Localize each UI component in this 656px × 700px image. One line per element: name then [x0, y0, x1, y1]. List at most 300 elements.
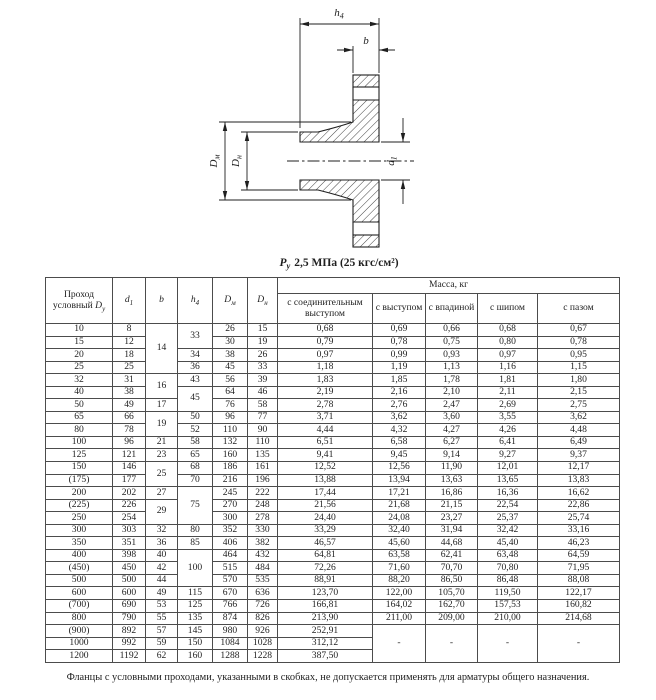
col-header-dn: $D_н$	[248, 278, 278, 324]
table-cell: 2,10	[426, 386, 478, 399]
table-cell: 45	[178, 386, 213, 411]
table-row	[46, 512, 620, 525]
table-cell: 2,69	[478, 399, 538, 412]
table-row	[46, 625, 620, 638]
table-cell: 450	[113, 562, 146, 575]
table-cell: 1,13	[426, 361, 478, 374]
table-cell: 71,60	[373, 562, 426, 575]
table-cell: 2,15	[538, 386, 620, 399]
table-cell: 52	[178, 424, 213, 437]
table-cell: 122,00	[373, 587, 426, 600]
table-cell: 86,48	[478, 574, 538, 587]
table-cell: 690	[113, 600, 146, 613]
table-cell: 0,99	[373, 349, 426, 362]
table-cell: 25,74	[538, 512, 620, 525]
table-cell: 80	[46, 424, 113, 437]
table-cell: 0,68	[478, 324, 538, 337]
table-cell: 78	[113, 424, 146, 437]
table-cell: 50	[46, 399, 113, 412]
table-cell: 33,16	[538, 524, 620, 537]
table-cell: 726	[248, 600, 278, 613]
table-cell: 406	[213, 537, 248, 550]
table-cell: 216	[213, 474, 248, 487]
table-cell: 65	[178, 449, 213, 462]
table-cell: 0,97	[478, 349, 538, 362]
table-cell: 38	[213, 349, 248, 362]
table-cell: 49	[113, 399, 146, 412]
table-cell: 2,16	[373, 386, 426, 399]
table-cell: 6,49	[538, 436, 620, 449]
label-b: b	[363, 35, 369, 47]
table-cell: 0,66	[426, 324, 478, 337]
table-cell: 150	[178, 637, 213, 650]
table-cell: 135	[178, 612, 213, 625]
table-cell: 350	[46, 537, 113, 550]
table-cell: 3,60	[426, 411, 478, 424]
table-cell: 202	[113, 487, 146, 500]
table-cell: 122,17	[538, 587, 620, 600]
table-cell: 210,00	[478, 612, 538, 625]
table-cell: -	[538, 625, 620, 663]
table-cell: 432	[248, 549, 278, 562]
table-cell: 62,41	[426, 549, 478, 562]
table-cell: 162,70	[426, 600, 478, 613]
table-cell: 21,15	[426, 499, 478, 512]
table-cell: 21,68	[373, 499, 426, 512]
table-cell: 17	[146, 399, 178, 412]
table-cell: 15	[46, 336, 113, 349]
col-header-mass-connecting: с соединительным выступом	[278, 294, 373, 324]
table-cell: 161	[248, 462, 278, 475]
table-row	[46, 449, 620, 462]
table-cell: 100	[178, 549, 213, 587]
table-cell: 22,86	[538, 499, 620, 512]
table-cell: 75	[178, 487, 213, 525]
table-cell: (225)	[46, 499, 113, 512]
table-cell: 96	[113, 436, 146, 449]
table-cell: 1,83	[278, 374, 373, 387]
table-cell: 27	[146, 487, 178, 500]
table-cell: 45,60	[373, 537, 426, 550]
table-cell: 351	[113, 537, 146, 550]
table-cell: 2,75	[538, 399, 620, 412]
table-row	[46, 399, 620, 412]
table-cell: 105,70	[426, 587, 478, 600]
table-cell: 32	[46, 374, 113, 387]
table-cell: 464	[213, 549, 248, 562]
table-row	[46, 587, 620, 600]
table-cell: 58	[178, 436, 213, 449]
table-cell: 352	[213, 524, 248, 537]
table-cell: 64,81	[278, 549, 373, 562]
table-cell: 24,08	[373, 512, 426, 525]
table-cell: 6,41	[478, 436, 538, 449]
table-cell: 9,14	[426, 449, 478, 462]
table-cell: 300	[46, 524, 113, 537]
table-cell: 23,27	[426, 512, 478, 525]
table-cell: 32,42	[478, 524, 538, 537]
table-cell: -	[426, 625, 478, 663]
table-cell: 86,50	[426, 574, 478, 587]
table-cell: 45	[213, 361, 248, 374]
table-cell: 992	[113, 637, 146, 650]
table-row	[46, 474, 620, 487]
table-cell: 13,65	[478, 474, 538, 487]
table-cell: 214,68	[538, 612, 620, 625]
table-cell: 387,50	[278, 650, 373, 663]
table-cell: 1200	[46, 650, 113, 663]
table-cell: 0,79	[278, 336, 373, 349]
table-cell: 85	[178, 537, 213, 550]
table-cell: 250	[46, 512, 113, 525]
table-cell: 146	[113, 462, 146, 475]
table-cell: 19	[146, 411, 178, 436]
table-cell: 70,70	[426, 562, 478, 575]
table-cell: 10	[46, 324, 113, 337]
table-cell: 135	[248, 449, 278, 462]
table-cell: 2,76	[373, 399, 426, 412]
table-cell: 22,54	[478, 499, 538, 512]
table-cell: 800	[46, 612, 113, 625]
table-cell: 874	[213, 612, 248, 625]
table-cell: 0,69	[373, 324, 426, 337]
col-header-pass-line1: Проход	[63, 288, 95, 300]
table-cell: 1,81	[478, 374, 538, 387]
table-row	[46, 499, 620, 512]
table-cell: 1,78	[426, 374, 478, 387]
table-cell: 20	[46, 349, 113, 362]
col-header-dm: $D_м$	[213, 278, 248, 324]
table-cell: 15	[248, 324, 278, 337]
table-cell: 4,27	[426, 424, 478, 437]
table-row	[46, 424, 620, 437]
table-cell: 71,95	[538, 562, 620, 575]
table-cell: 500	[113, 574, 146, 587]
table-cell: 12,17	[538, 462, 620, 475]
table-row	[46, 336, 620, 349]
table-cell: 25	[113, 361, 146, 374]
table-cell: 200	[46, 487, 113, 500]
table-cell: 1228	[248, 650, 278, 663]
table-row	[46, 524, 620, 537]
table-cell: 9,41	[278, 449, 373, 462]
col-header-mass: Масса, кг	[278, 278, 620, 294]
table-cell: 25	[146, 462, 178, 487]
table-cell: 58	[248, 399, 278, 412]
table-cell: 14	[146, 324, 178, 374]
table-cell: 4,44	[278, 424, 373, 437]
table-cell: 100	[46, 436, 113, 449]
table-cell: 382	[248, 537, 278, 550]
table-cell: 12,52	[278, 462, 373, 475]
table-cell: 59	[146, 637, 178, 650]
table-cell: 0,93	[426, 349, 478, 362]
table-cell: 13,88	[278, 474, 373, 487]
table-cell: 4,32	[373, 424, 426, 437]
table-cell: 0,80	[478, 336, 538, 349]
col-header-mass-recessed: с впадиной	[426, 294, 478, 324]
table-cell: 164,02	[373, 600, 426, 613]
table-cell: 9,37	[538, 449, 620, 462]
table-cell: 535	[248, 574, 278, 587]
table-cell: 96	[213, 411, 248, 424]
table-cell: 25,37	[478, 512, 538, 525]
table-cell: 252,91	[278, 625, 373, 638]
table-cell: 980	[213, 625, 248, 638]
table-row	[46, 411, 620, 424]
table-cell: 32	[146, 524, 178, 537]
table-cell: 4,26	[478, 424, 538, 437]
table-cell: 2,19	[278, 386, 373, 399]
flange-drawing	[0, 0, 656, 272]
table-cell: 110	[248, 436, 278, 449]
table-cell: 892	[113, 625, 146, 638]
label-d1: $d_1$	[385, 156, 399, 166]
table-cell: 132	[213, 436, 248, 449]
col-header-mass-tongue: с шипом	[478, 294, 538, 324]
table-cell: 2,78	[278, 399, 373, 412]
table-cell: 123,70	[278, 587, 373, 600]
table-cell: -	[373, 625, 426, 663]
table-cell: 34	[178, 349, 213, 362]
table-cell: 125	[46, 449, 113, 462]
table-cell: 72,26	[278, 562, 373, 575]
col-header-pass	[46, 278, 113, 324]
table-cell: 3,71	[278, 411, 373, 424]
table-cell: 1288	[213, 650, 248, 663]
table-cell: 13,83	[538, 474, 620, 487]
table-cell: 38	[113, 386, 146, 399]
table-cell: 25	[46, 361, 113, 374]
table-cell: 1,85	[373, 374, 426, 387]
table-cell: 110	[213, 424, 248, 437]
table-cell: 0,95	[538, 349, 620, 362]
table-cell: 33	[178, 324, 213, 349]
table-cell: 3,62	[538, 411, 620, 424]
table-cell: 0,75	[426, 336, 478, 349]
table-cell: 160	[213, 449, 248, 462]
table-cell: 766	[213, 600, 248, 613]
table-cell: 45,40	[478, 537, 538, 550]
table-cell: 500	[46, 574, 113, 587]
table-cell: 16,36	[478, 487, 538, 500]
table-cell: 1084	[213, 637, 248, 650]
table-cell: 484	[248, 562, 278, 575]
table-row	[46, 574, 620, 587]
table-cell: 226	[113, 499, 146, 512]
table-row	[46, 562, 620, 575]
table-cell: 46,23	[538, 537, 620, 550]
table-cell: 1192	[113, 650, 146, 663]
table-cell: 29	[146, 499, 178, 524]
table-cell: 36	[146, 537, 178, 550]
label-h4: $h_4$	[334, 7, 344, 21]
flange-dimensions-table	[45, 277, 620, 663]
table-cell: 6,58	[373, 436, 426, 449]
table-cell: 16,86	[426, 487, 478, 500]
table-cell: 63,48	[478, 549, 538, 562]
table-cell: 254	[113, 512, 146, 525]
table-cell: 213,90	[278, 612, 373, 625]
table-cell: 248	[248, 499, 278, 512]
table-cell: -	[478, 625, 538, 663]
table-cell: 77	[248, 411, 278, 424]
table-cell: 570	[213, 574, 248, 587]
table-cell: (175)	[46, 474, 113, 487]
table-row	[46, 600, 620, 613]
table-cell: 400	[46, 549, 113, 562]
table-cell: 3,62	[373, 411, 426, 424]
table-cell: 270	[213, 499, 248, 512]
table-cell: 76	[213, 399, 248, 412]
header-row-1	[46, 278, 620, 294]
table-cell: 40	[146, 549, 178, 562]
table-cell: 39	[248, 374, 278, 387]
table-cell: 160	[178, 650, 213, 663]
table-row	[46, 349, 620, 362]
table-cell: 300	[213, 512, 248, 525]
table-cell: 0,68	[278, 324, 373, 337]
footnote: Фланцы с условными проходами, указанными в скобках, не допускается применять для арматуры общего назначения.	[66, 672, 590, 683]
table-cell: 6,51	[278, 436, 373, 449]
table-cell: 57	[146, 625, 178, 638]
table-cell: 6,27	[426, 436, 478, 449]
table-cell: 278	[248, 512, 278, 525]
table-cell: 926	[248, 625, 278, 638]
table-cell: 145	[178, 625, 213, 638]
label-dn: $D_н$	[230, 155, 244, 167]
col-header-h4: $h_4$	[178, 278, 213, 324]
table-cell: 0,97	[278, 349, 373, 362]
table-cell: 26	[213, 324, 248, 337]
table-cell: 1000	[46, 637, 113, 650]
table-row	[46, 361, 620, 374]
table-cell: 65	[46, 411, 113, 424]
table-body	[46, 324, 620, 663]
table-cell: 1,80	[538, 374, 620, 387]
table-row	[46, 487, 620, 500]
col-header-mass-groove: с пазом	[538, 294, 620, 324]
table-cell: 9,45	[373, 449, 426, 462]
table-row	[46, 324, 620, 337]
col-header-mass-raised: с выступом	[373, 294, 426, 324]
table-cell: 24,40	[278, 512, 373, 525]
table-cell: (450)	[46, 562, 113, 575]
table-cell: 222	[248, 487, 278, 500]
table-cell: 13,94	[373, 474, 426, 487]
table-cell: 66	[113, 411, 146, 424]
table-cell: 150	[46, 462, 113, 475]
table-cell: 157,53	[478, 600, 538, 613]
table-cell: 62	[146, 650, 178, 663]
table-cell: 330	[248, 524, 278, 537]
table-cell: 30	[213, 336, 248, 349]
table-cell: 12,56	[373, 462, 426, 475]
dimension-lines	[219, 18, 410, 204]
table-cell: 1,18	[278, 361, 373, 374]
table-cell: 21,56	[278, 499, 373, 512]
table-cell: 211,00	[373, 612, 426, 625]
table-row	[46, 612, 620, 625]
table-cell: (900)	[46, 625, 113, 638]
table-cell: 42	[146, 562, 178, 575]
table-row	[46, 436, 620, 449]
table-cell: 115	[178, 587, 213, 600]
table-cell: (700)	[46, 600, 113, 613]
table-cell: 88,20	[373, 574, 426, 587]
table-cell: 46	[248, 386, 278, 399]
table-cell: 55	[146, 612, 178, 625]
table-cell: 17,21	[373, 487, 426, 500]
table-cell: 32,40	[373, 524, 426, 537]
table-cell: 68	[178, 462, 213, 475]
table-cell: 18	[113, 349, 146, 362]
table-cell: 36	[178, 361, 213, 374]
table-cell: 49	[146, 587, 178, 600]
table-cell: 46,57	[278, 537, 373, 550]
table-row	[46, 386, 620, 399]
table-cell: 16,62	[538, 487, 620, 500]
table-cell: 19	[248, 336, 278, 349]
table-cell: 119,50	[478, 587, 538, 600]
table-cell: 56	[213, 374, 248, 387]
table-cell: 43	[178, 374, 213, 387]
table-cell: 1028	[248, 637, 278, 650]
table-cell: 33,29	[278, 524, 373, 537]
table-cell: 3,55	[478, 411, 538, 424]
table-cell: 23	[146, 449, 178, 462]
table-cell: 44,68	[426, 537, 478, 550]
table-cell: 31,94	[426, 524, 478, 537]
table-cell: 8	[113, 324, 146, 337]
table-cell: 0,67	[538, 324, 620, 337]
table-cell: 2,47	[426, 399, 478, 412]
table-cell: 4,48	[538, 424, 620, 437]
table-cell: 12,01	[478, 462, 538, 475]
col-header-pass-line2: условный $D_у$	[52, 299, 106, 313]
table-cell: 0,78	[373, 336, 426, 349]
table-cell: 1,19	[373, 361, 426, 374]
table-cell: 13,63	[426, 474, 478, 487]
table-cell: 26	[248, 349, 278, 362]
table-cell: 33	[248, 361, 278, 374]
drawing-caption: $P_у$ 2,5 МПа (25 кгс/см²)	[279, 257, 399, 271]
table-cell: 64	[213, 386, 248, 399]
table-cell: 50	[178, 411, 213, 424]
table-cell: 160,82	[538, 600, 620, 613]
table-cell: 44	[146, 574, 178, 587]
table-cell: 64,59	[538, 549, 620, 562]
table-cell: 17,44	[278, 487, 373, 500]
table-cell: 515	[213, 562, 248, 575]
table-cell: 636	[248, 587, 278, 600]
table-cell: 90	[248, 424, 278, 437]
table-cell: 312,12	[278, 637, 373, 650]
table-cell: 88,08	[538, 574, 620, 587]
table-cell: 1,16	[478, 361, 538, 374]
table-cell: 303	[113, 524, 146, 537]
table-cell: 31	[113, 374, 146, 387]
table-cell: 186	[213, 462, 248, 475]
col-header-b: b	[146, 278, 178, 324]
table-cell: 196	[248, 474, 278, 487]
table-cell: 125	[178, 600, 213, 613]
table-cell: 2,11	[478, 386, 538, 399]
table-cell: 80	[178, 524, 213, 537]
table-cell: 40	[46, 386, 113, 399]
table-cell: 826	[248, 612, 278, 625]
table-cell: 670	[213, 587, 248, 600]
